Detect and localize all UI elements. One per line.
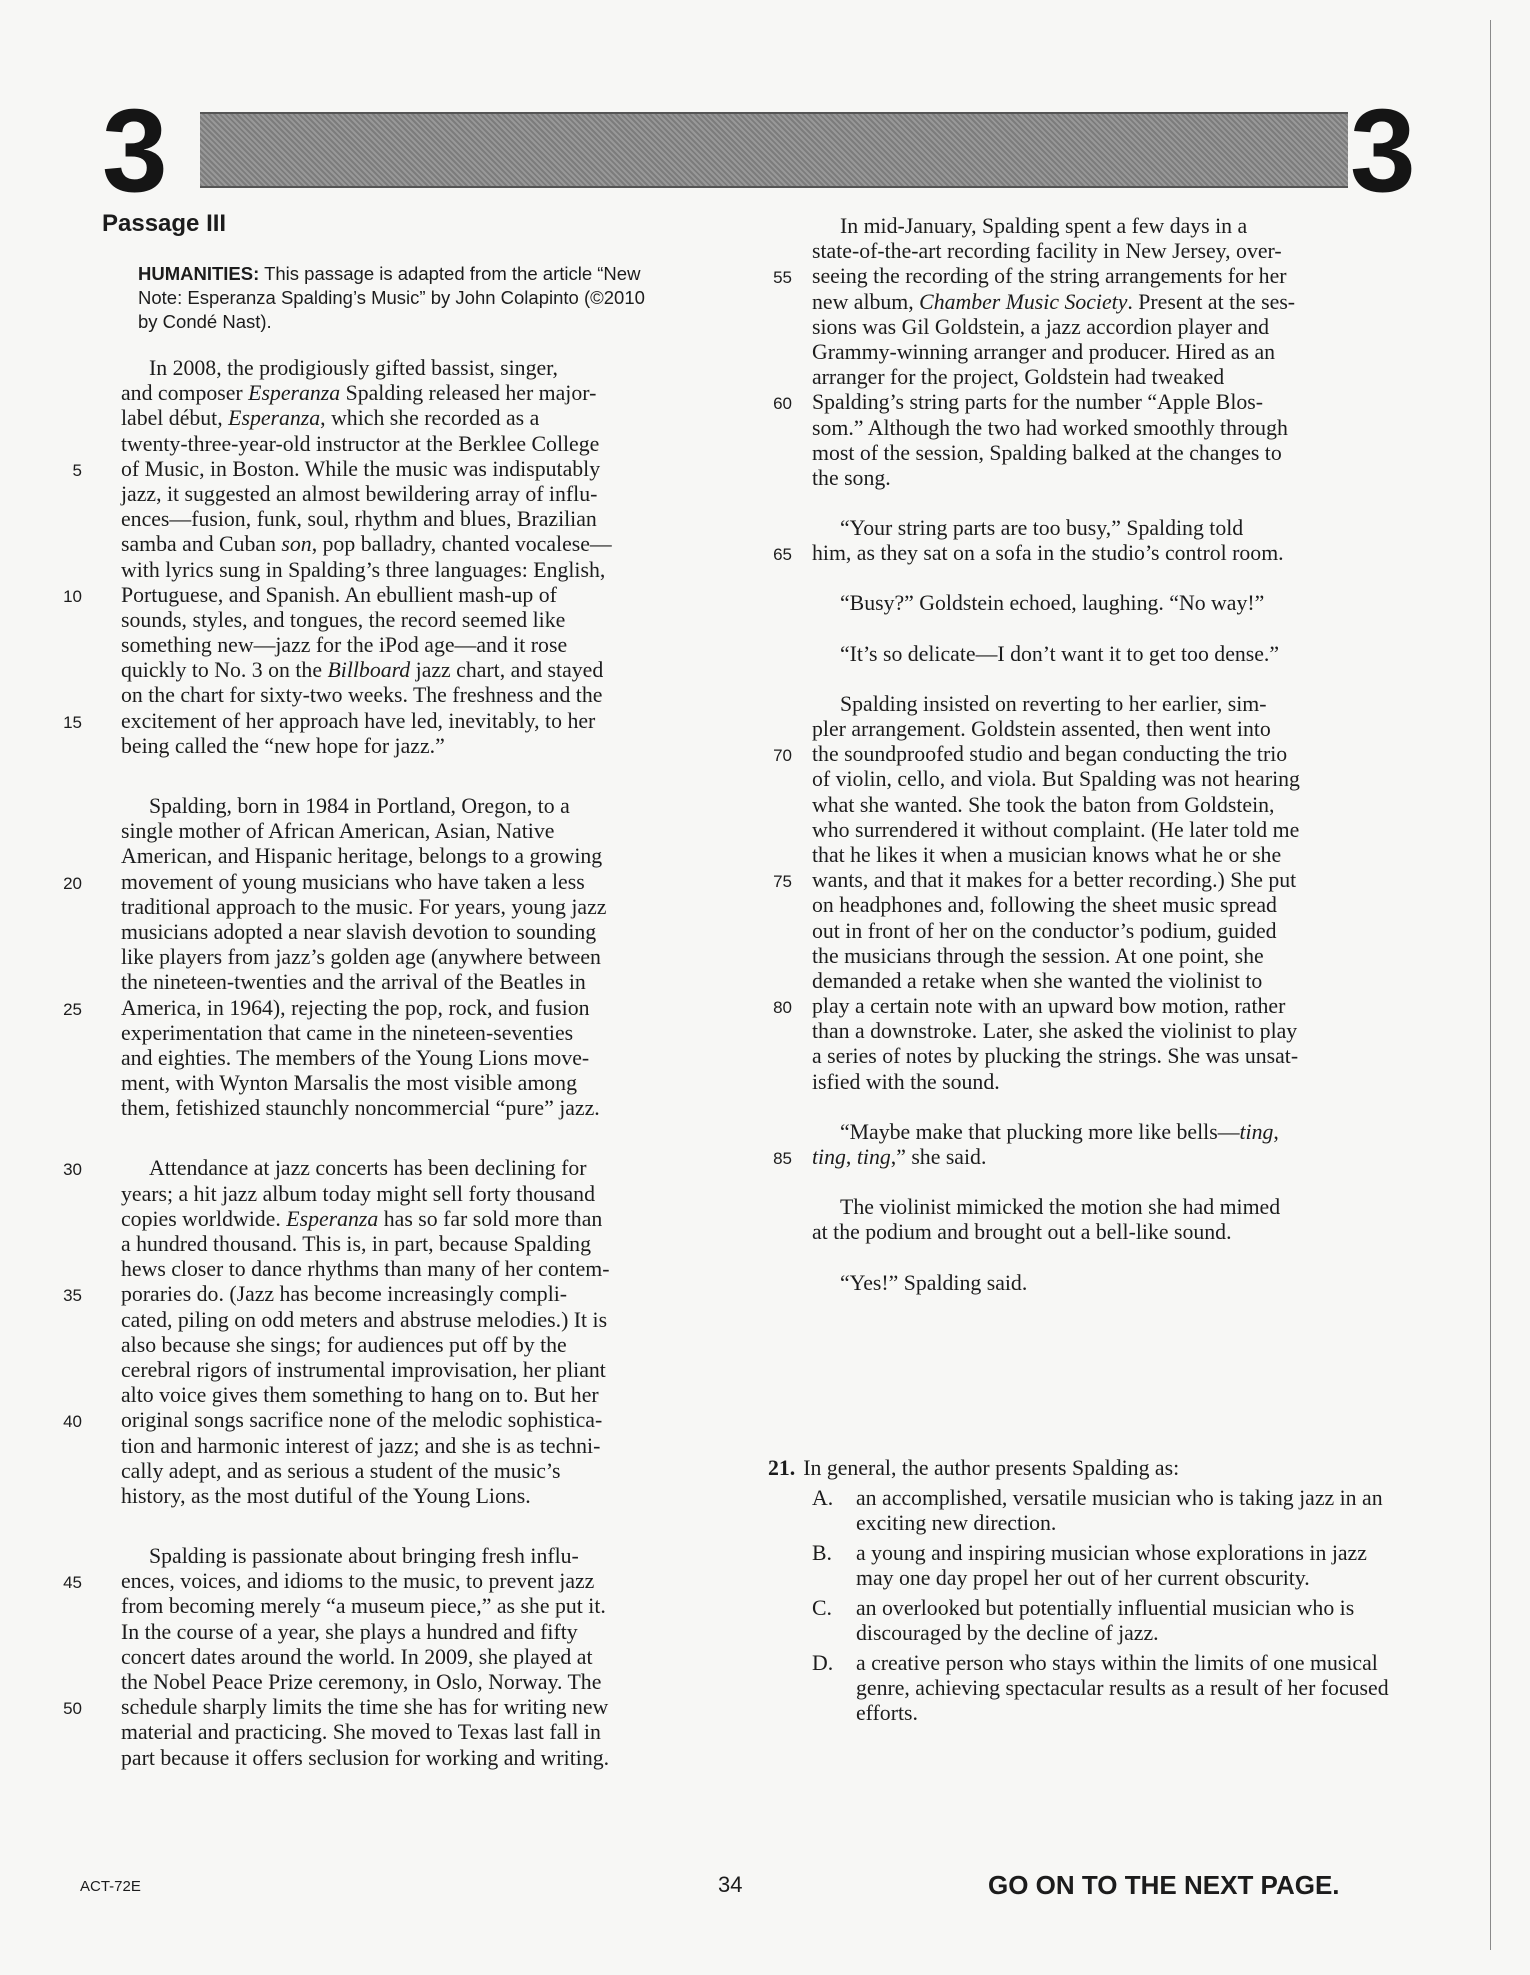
source-note [138, 262, 738, 334]
line-text: Spalding’s string parts for the number “Apple Blos- [812, 390, 1264, 415]
page-edge-rule [1490, 20, 1491, 1950]
line-text: something new—jazz for the iPod age—and it rose [121, 633, 568, 658]
line-text: schedule sharply limits the time she has for writing new [121, 1695, 609, 1720]
line-number: 55 [773, 268, 792, 288]
line-text: excitement of her approach have led, inevitably, to her [121, 708, 596, 733]
line-text: Attendance at jazz concerts has been declining for [149, 1156, 587, 1181]
line-number: 30 [63, 1160, 82, 1180]
line-text: poraries do. (Jazz has become increasingly compli- [121, 1282, 568, 1307]
line-text: him, as they sat on a sofa in the studio’s control room. [812, 541, 1284, 566]
line-text: from becoming merely “a museum piece,” as she put it. [121, 1594, 606, 1619]
line-text: being called the “new hope for jazz.” [121, 733, 445, 758]
section-number-right: 3 [1350, 85, 1416, 217]
line-text: what she wanted. She took the baton from Goldstein, [812, 792, 1275, 817]
line-text: experimentation that came in the nineteen-seventies [121, 1020, 574, 1045]
line-text: history, as the most dutiful of the Young Lions. [121, 1483, 531, 1508]
line-text: of Music, in Boston. While the music was indisputably [121, 456, 601, 481]
line-text: part because it offers seclusion for working and writing. [121, 1745, 610, 1770]
line-text: that he likes it when a musician knows what he or she [812, 842, 1282, 867]
line-text: demanded a retake when she wanted the violinist to [812, 968, 1263, 993]
line-number: 35 [63, 1286, 82, 1306]
line-number: 15 [63, 712, 82, 732]
line-text: ences—fusion, funk, soul, rhythm and blues, Brazilian [121, 507, 597, 532]
line-text: jazz, it suggested an almost bewildering array of influ- [121, 481, 598, 506]
line-text: cated, piling on odd meters and abstruse melodies.) It is [121, 1307, 608, 1332]
line-text: Spalding, born in 1984 in Portland, Oregon, to a [149, 794, 570, 818]
question-21 [768, 1456, 1389, 1726]
line-text: In 2008, the prodigiously gifted bassist, singer, [149, 356, 558, 380]
line-number: 25 [63, 999, 82, 1019]
answer-option[interactable] [768, 1651, 1389, 1726]
line-text: Grammy-winning arranger and producer. Hired as an [812, 339, 1276, 364]
line-number: 5 [72, 460, 82, 480]
line-text: most of the session, Spalding balked at the changes to [812, 440, 1282, 465]
line-text: arranger for the project, Goldstein had tweaked [812, 365, 1225, 390]
line-text: cally adept, and as serious a student of the music’s [121, 1458, 561, 1483]
line-text: the Nobel Peace Prize ceremony, in Oslo, Norway. The [121, 1670, 602, 1694]
line-text: new album, Chamber Music Society. Present at the ses- [812, 289, 1296, 314]
line-text: “Maybe make that plucking more like bells—ting, [840, 1119, 1279, 1144]
line-text: America, in 1964), rejecting the pop, rock, and fusion [121, 995, 590, 1020]
answer-option-text: a young and inspiring musician whose explorations in jazz may one day propel her out of her current obscurity. [856, 1541, 1367, 1590]
line-text: som.” Although the two had worked smoothly through [812, 415, 1288, 440]
line-text: on the chart for sixty-two weeks. The freshness and the [121, 683, 603, 708]
line-text: hews closer to dance rhythms than many of her contem- [121, 1257, 610, 1282]
line-text: American, and Hispanic heritage, belongs to a growing [121, 844, 603, 869]
line-text: and composer Esperanza Spalding released her major- [121, 381, 597, 406]
line-number: 75 [773, 872, 792, 892]
line-text: state-of-the-art recording facility in New Jersey, over- [812, 239, 1282, 264]
line-text: The violinist mimicked the motion she had mimed [840, 1195, 1281, 1220]
line-text: concert dates around the world. In 2009, she played at [121, 1644, 593, 1669]
line-text: Spalding insisted on reverting to her earlier, sim- [840, 691, 1267, 716]
answer-option-letter: B. [812, 1541, 832, 1565]
line-text: twenty-three-year-old instructor at the Berklee College [121, 431, 600, 456]
line-text: sions was Gil Goldstein, a jazz accordion player and [812, 314, 1269, 339]
line-text: at the podium and brought out a bell-like sound. [812, 1220, 1232, 1245]
answer-option-text: a creative person who stays within the limits of one musical genre, achieving spectacular results as a result of her focused efforts. [856, 1651, 1389, 1725]
line-text: them, fetishized staunchly noncommercial “pure” jazz. [121, 1096, 600, 1121]
line-text: also because she sings; for audiences put off by the [121, 1332, 567, 1357]
line-text: original songs sacrifice none of the melodic sophistica- [121, 1408, 603, 1433]
line-text: ment, with Wynton Marsalis the most visible among [121, 1071, 577, 1096]
line-text: and eighties. The members of the Young Lions move- [121, 1045, 590, 1070]
question-stem: In general, the author presents Spalding as: [803, 1456, 1180, 1480]
line-text: “Busy?” Goldstein echoed, laughing. “No way!” [840, 591, 1265, 616]
line-number: 45 [63, 1573, 82, 1593]
line-text: In the course of a year, she plays a hundred and fifty [121, 1619, 578, 1644]
section-header-bar [200, 112, 1348, 188]
line-number: 65 [773, 545, 792, 565]
line-text: traditional approach to the music. For years, young jazz [121, 894, 607, 919]
line-text: with lyrics sung in Spalding’s three languages: English, [121, 557, 606, 582]
line-number: 80 [773, 998, 792, 1018]
source-line [138, 262, 738, 286]
line-text: samba and Cuban son, pop balladry, chanted vocalese— [121, 532, 612, 557]
line-text: cerebral rigors of instrumental improvisation, her pliant [121, 1357, 606, 1382]
answer-option-letter: D. [812, 1651, 834, 1675]
answer-option-letter: C. [812, 1596, 832, 1620]
line-text: In mid-January, Spalding spent a few days in a [840, 214, 1248, 238]
line-text: out in front of her on the conductor’s podium, guided [812, 918, 1277, 943]
line-text: wants, and that it makes for a better recording.) She put [812, 868, 1297, 893]
line-text: a series of notes by plucking the strings. She was unsat- [812, 1044, 1299, 1069]
answer-option-text: an accomplished, versatile musician who is taking jazz in an exciting new direction. [856, 1486, 1383, 1535]
passage-title: Passage III [102, 210, 227, 237]
line-text: ting, ting,” she said. [812, 1145, 987, 1169]
footer-form-code: ACT-72E [80, 1878, 141, 1895]
line-text: who surrendered it without complaint. (He later told me [812, 817, 1300, 842]
line-number: 85 [773, 1149, 792, 1168]
line-text: alto voice gives them something to hang on to. But her [121, 1383, 599, 1408]
source-line: Note: Esperanza Spalding’s Music” by John Colapinto (©2010 [138, 287, 645, 308]
line-number: 60 [773, 394, 792, 414]
line-number: 50 [63, 1699, 82, 1719]
line-text: isfied with the sound. [812, 1069, 1000, 1094]
line-text: pler arrangement. Goldstein assented, then went into [812, 717, 1271, 741]
source-tag: HUMANITIES: [138, 263, 260, 284]
line-text: the song. [812, 465, 891, 490]
line-text: movement of young musicians who have taken a less [121, 869, 585, 894]
section-number-left: 3 [102, 85, 168, 217]
answer-option[interactable] [768, 1541, 1367, 1591]
line-text: label début, Esperanza, which she recorded as a [121, 406, 540, 431]
line-text: single mother of African American, Asian, Native [121, 819, 555, 844]
line-text: than a downstroke. Later, she asked the violinist to play [812, 1019, 1298, 1044]
answer-option[interactable] [768, 1596, 1355, 1646]
line-text: tion and harmonic interest of jazz; and she is as techni- [121, 1433, 601, 1458]
line-number: 10 [63, 586, 82, 606]
go-on-next-page: GO ON TO THE NEXT PAGE. [988, 1870, 1340, 1900]
line-text: years; a hit jazz album today might sell forty thousand [121, 1181, 595, 1206]
answer-option[interactable] [768, 1486, 1383, 1536]
line-number: 20 [63, 873, 82, 893]
source-line-text: This passage is adapted from the article “New [264, 263, 641, 284]
line-text: quickly to No. 3 on the Billboard jazz chart, and stayed [121, 658, 604, 683]
line-text: “Your string parts are too busy,” Spalding told [840, 516, 1244, 541]
line-text: “Yes!” Spalding said. [840, 1270, 1028, 1295]
line-text: on headphones and, following the sheet music spread [812, 893, 1277, 918]
line-text: sounds, styles, and tongues, the record seemed like [121, 607, 566, 632]
line-number: 40 [63, 1412, 82, 1432]
line-text: the musicians through the session. At one point, she [812, 943, 1264, 968]
line-text: a hundred thousand. This is, in part, because Spalding [121, 1232, 591, 1256]
line-text: Portuguese, and Spanish. An ebullient mash-up of [121, 582, 557, 607]
page-number: 34 [718, 1872, 743, 1897]
line-text: “It’s so delicate—I don’t want it to get too dense.” [840, 641, 1280, 666]
line-text: Spalding is passionate about bringing fresh influ- [149, 1544, 579, 1569]
line-number: 70 [773, 746, 792, 766]
source-line: by Condé Nast). [138, 311, 272, 332]
line-text: the nineteen-twenties and the arrival of the Beatles in [121, 970, 586, 995]
answer-option-letter: A. [812, 1486, 834, 1510]
line-text: copies worldwide. Esperanza has so far sold more than [121, 1206, 603, 1231]
answer-options [768, 1486, 1389, 1726]
question-stem-line [768, 1456, 1320, 1481]
answer-option-text: an overlooked but potentially influential musician who is discouraged by the decline of jazz. [856, 1596, 1355, 1645]
line-text: like players from jazz’s golden age (anywhere between [121, 945, 601, 970]
line-text: the soundproofed studio and began conducting the trio [812, 742, 1288, 767]
line-text: ences, voices, and idioms to the music, to prevent jazz [121, 1569, 595, 1594]
line-text: musicians adopted a near slavish devotion to sounding [121, 919, 597, 944]
line-text: material and practicing. She moved to Texas last fall in [121, 1720, 601, 1745]
line-text: of violin, cello, and viola. But Spalding was not hearing [812, 767, 1300, 792]
line-text: play a certain note with an upward bow motion, rather [812, 994, 1286, 1019]
question-number: 21. [768, 1456, 796, 1480]
line-text: seeing the recording of the string arrangements for her [812, 264, 1287, 289]
